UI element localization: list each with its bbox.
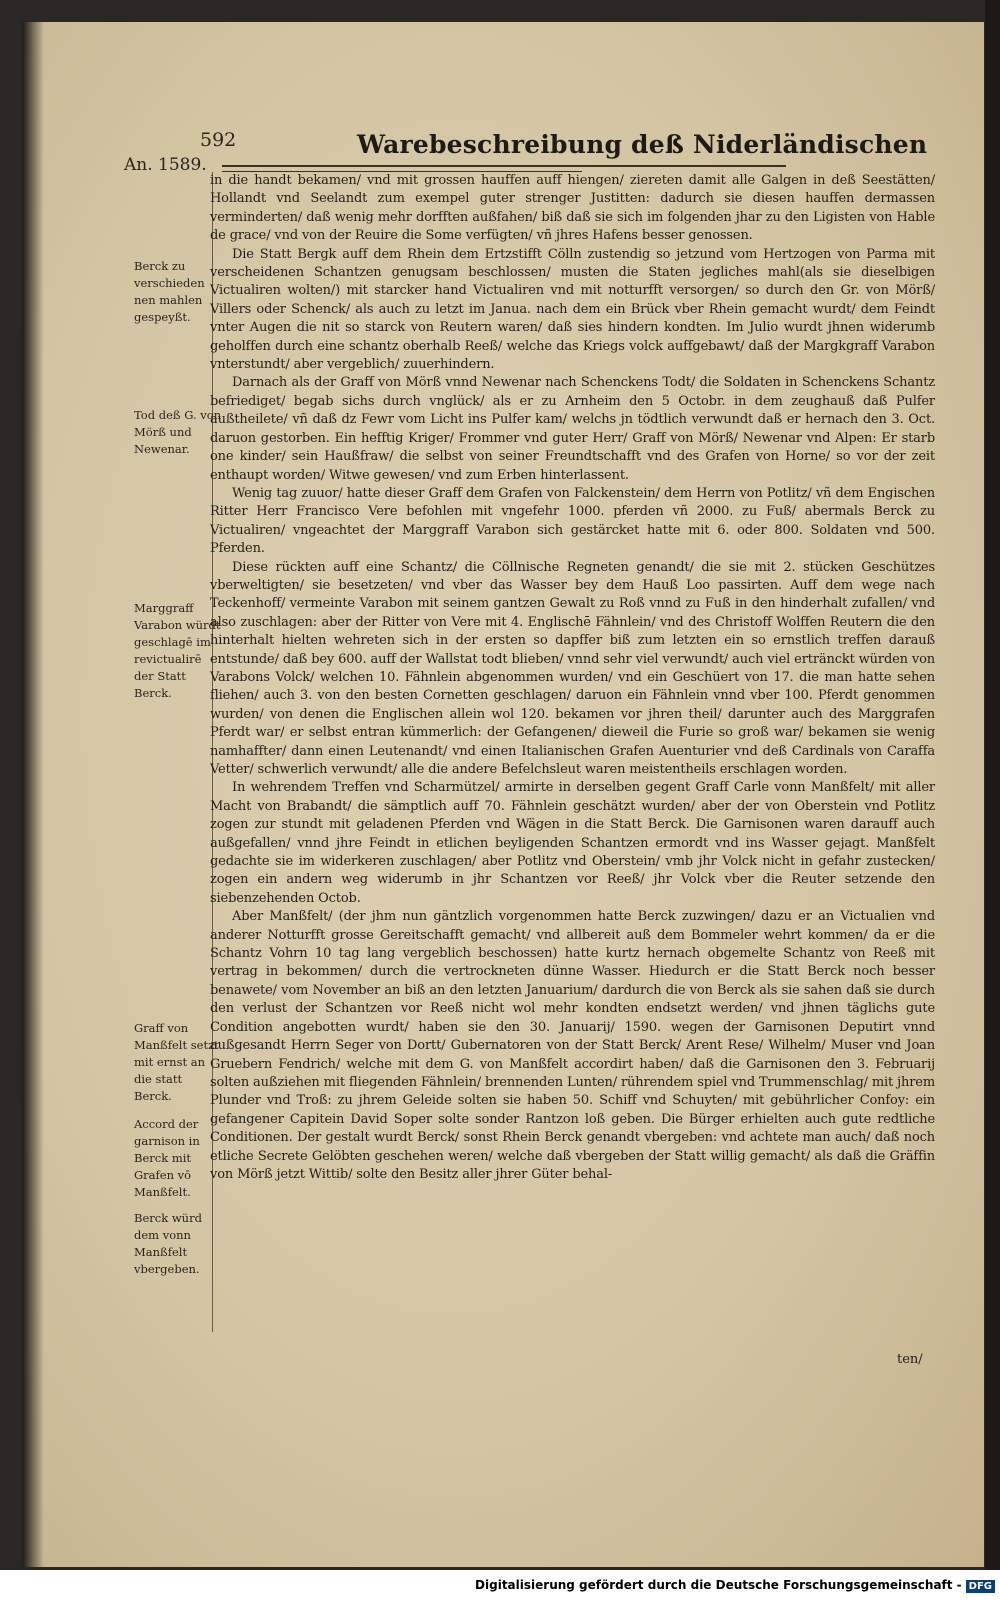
dfg-logo: DFG — [966, 1580, 995, 1593]
scan-edge — [985, 0, 1000, 1570]
page-number: 592 — [200, 129, 237, 151]
margin-year: An. 1589. — [124, 155, 207, 175]
paragraph: Aber Manßfelt/ (der jhm nun gäntzlich vorgenommen hatte Berck zuzwingen/ dazu er an Victualien vnd anderer Notturfft grosse Gereitschafft gemacht/ vnd allbereit auß dem Bommeler wehrt kommen/ da er die Schantz Vohrn 10 tag lang vergeblich beschossen) hatte kurtz hernach obgemelte Schantz von Reeß mit vertrag in bekommen/ durch die vertrockneten dünne Wasser. Hiedurch er die Statt Berck noch besser benawete/ vom November an biß an den letzten Januarium/ dardurch die von Berck als sie sahen daß sie durch den verlust der Schantzen vor Reeß nicht wol mehr kondten endsetzt werden/ vnd jhnen täglichs gute Condition angebotten wurdt/ haben sie den 30. Januarij/ 1590. wegen der Garnisonen Deputirt vnnd außgesandt Herrn Seger von Dortt/ Gubernatoren von der Statt Berck/ Arent Rese/ Wilhelm/ Muser vnd Joan Gruebern Fendrich/ welche mit dem G. von Manßfelt accordirt haben/ daß die Garnisonen den 3. Februarij solten außziehen mit fliegenden Fähnlein/ brennenden Lunten/ rührendem spiel vnd Trummenschlag/ mit jhrem Plunder vnd Troß: zu jhrem Geleide solten sie haben 50. Schiff vnd Schuyten/ mit gebührlicher Confoy: ein gefangener Capitein David Soper solte sonder Rantzon loß geben. Die Bürger erhielten auch gute redtliche Conditionen. Der gestalt wurdt Berck/ sonst Rhein Berck genandt vbergeben: vnd achtete man auch/ daß noch etliche Secrete Gelöbten geschehen weren/ welche daß vbergeben der Statt willig gemacht/ als daß die Gräffin von Mörß jetzt Wittib/ solte den Besitz aller jhrer Güter behal- — [210, 909, 935, 1182]
paragraph: in die handt bekamen/ vnd mit grossen hauffen auff hiengen/ ziereten damit alle Galgen in deß Seestätten/ Hollandt vnd Seelandt zum exempel guter strenger Justitten: dadurch sie diesen hauffen dermassen verminderten/ daß wenig mehr dorfften außfahen/ biß daß sie sich im folgenden jhar zu den Ligisten von Hable de grace/ vnd von der Reuire die Some verfügten/ vñ jhres Hafens besser genossen. — [210, 173, 935, 244]
margin-note: Tod deß G. von Mörß und Newenar. — [134, 408, 222, 456]
gutter-shadow — [22, 22, 44, 1567]
catchword: ten/ — [897, 1352, 923, 1367]
margin-note: Accord der garnison in Berck mit Grafen vō Manßfelt. — [134, 1117, 200, 1199]
body-text — [210, 172, 935, 1184]
paragraph: Darnach als der Graff von Mörß vnnd Newenar nach Schenckens Todt/ die Soldaten in Schenckens Schantz befriediget/ begab sichs durch vnglück/ als er zu Arnheim den 5 Octobr. in dem zeughauß daß Pulfer außtheilete/ vñ daß dz Fewr vom Licht ins Pulfer kam/ welchs jn tödtlich verwundt daß er hernach den 3. Oct. daruon gestorben. Ein hefftig Kriger/ Frommer vnd guter Herr/ Graff von Mörß/ Newenar vnd Alpen: Er starb one kinder/ sein Haußfraw/ die selbst von seiner Freundtschafft vnd des Grafen von Horne/ so vor der zeit enthaupt worden/ Witwe gewesen/ vnd zum Erben hinterlassent. — [210, 375, 935, 483]
paragraph: Wenig tag zuuor/ hatte dieser Graff dem Grafen von Falckenstein/ dem Herrn von Potlitz/ vñ dem Engischen Ritter Herr Francisco Vere befohlen mit vngefehr 1000. pferden vñ 2000. zu Fuß/ abermals Berck zu Victualiren/ vngeachtet der Marggraff Varabon sich gestärcket hatte mit 6. oder 800. Soldaten vnd 500. Pferden. — [210, 485, 935, 557]
header-rule — [222, 165, 786, 167]
page-header — [22, 117, 984, 177]
margin-note: Graff von Manßfelt setzt mit ernst an die statt Berck. — [134, 1021, 219, 1103]
book-page — [22, 22, 984, 1567]
footer-credit — [0, 1578, 995, 1593]
margin-note: Berck würd dem vonn Manßfelt vbergeben. — [134, 1211, 202, 1276]
margin-note: Berck zu verschieden nen mahlen gespeyßt. — [134, 259, 205, 324]
paragraph: Diese rückten auff eine Schantz/ die Cöllnische Regneten genandt/ die sie mit 2. stücken Geschützes vberweltigten/ sie besetzeten/ vnd vber das Wasser bey dem Hauß Loo passirten. Auff dem wege nach Teckenhoff/ vermeinte Varabon mit seinem gantzen Gewalt zu Roß vnnd zu Fuß in den hinderhalt zufallen/ vnd also zuschlagen: aber der Ritter von Vere mit 4. Englischē Fähnlein/ vnd des Christoff Wolffen Reutern die den hinterhalt hielten wehreten sich in der ersten so dapffer biß zum letzten ein so ernstlich treffen darauß entstunde/ daß bey 600. auff der Wallstat todt blieben/ vnnd sehr viel verwundt/ auch viel ertränckt würden von Varabons Volck/ welchen 10. Fähnlein abgenommen wurden/ vnd ein Geschüert von 17. die man hatte sehen fliehen/ auch 3. von den besten Cornetten geschlagen/ daruon ein Fähnlein vnnd vber 100. Pferdt genommen wurden/ von denen die Englischen allein wol 120. bekamen vor jhren theil/ darunter auch des Marggrafen Pferdt war/ er selbst entran kümmerlich: der Gefangenen/ dieweil die Furie so groß war/ bekamen sie wenig namhaffter/ dann einen Leutenandt/ vnd einen Italianischen Grafen Auenturier vnd deß Cardinals von Caraffa Vetter/ schwerlich verwundt/ alle die andere Befelchsleut waren meistentheils erschlagen worden. — [210, 559, 935, 777]
margin-note: Marggraff Varabon würdt geschlagē im revictualirē der Statt Berck. — [134, 601, 221, 700]
paragraph: In wehrendem Treffen vnd Scharmützel/ armirte in derselben gegent Graff Carle vonn Manßfelt/ mit aller Macht von Brabandt/ die sämptlich auff 70. Fähnlein geschätzt wurden/ aber der von Oberstein vnd Potlitz zogen zur stundt mit geladenen Pferden vnd Wägen in die Statt Berck. Die Garnisonen waren darauff auch außgefallen/ vnnd jhre Feindt in etlichen beyligenden Schantzen ermordt vnd ins Wasser gejagt. Manßfelt gedachte sie im widerkeren zuschlagen/ aber Potlitz vnd Oberstein/ vmb jhr Volck nicht in gefahr zustecken/ zogen ein andern weg widerumb in jhr Schantzen vor Reeß/ jhr Volck vber die Reuter setzende den siebenzehenden Octob. — [210, 780, 935, 906]
running-title: Warebeschreibung deß Niderländischen — [357, 130, 928, 159]
paragraph: Die Statt Bergk auff dem Rhein dem Ertzstifft Cölln zustendig so jetzund vom Hertzogen von Parma mit verscheidenen Schantzen genugsam beschlossen/ musten die Staten jegliches mahl(als sie dieselbigen Victualiren wolten/) mit starcker hand Victualiren vnd mit notturfft versorgen/ so durch den Gr. von Mörß/ Villers oder Schenck/ als auch zu letzt im Janua. nach dem ein Brück vber Rhein gemacht wurdt/ dem Feindt vnter Augen die nit so starck von Reutern waren/ daß sies hindern kondten. Im Julio wurdt jhnen widerumb geholffen durch eine schantz oberhalb Reeß/ welche das Kriegs volck auffgebawt/ daß der Margkgraff Varabon vnterstundt/ aber vergeblich/ zuuerhindern. — [210, 246, 935, 373]
footer-text: Digitalisierung gefördert durch die Deutsche Forschungsgemeinschaft - — [475, 1578, 962, 1592]
